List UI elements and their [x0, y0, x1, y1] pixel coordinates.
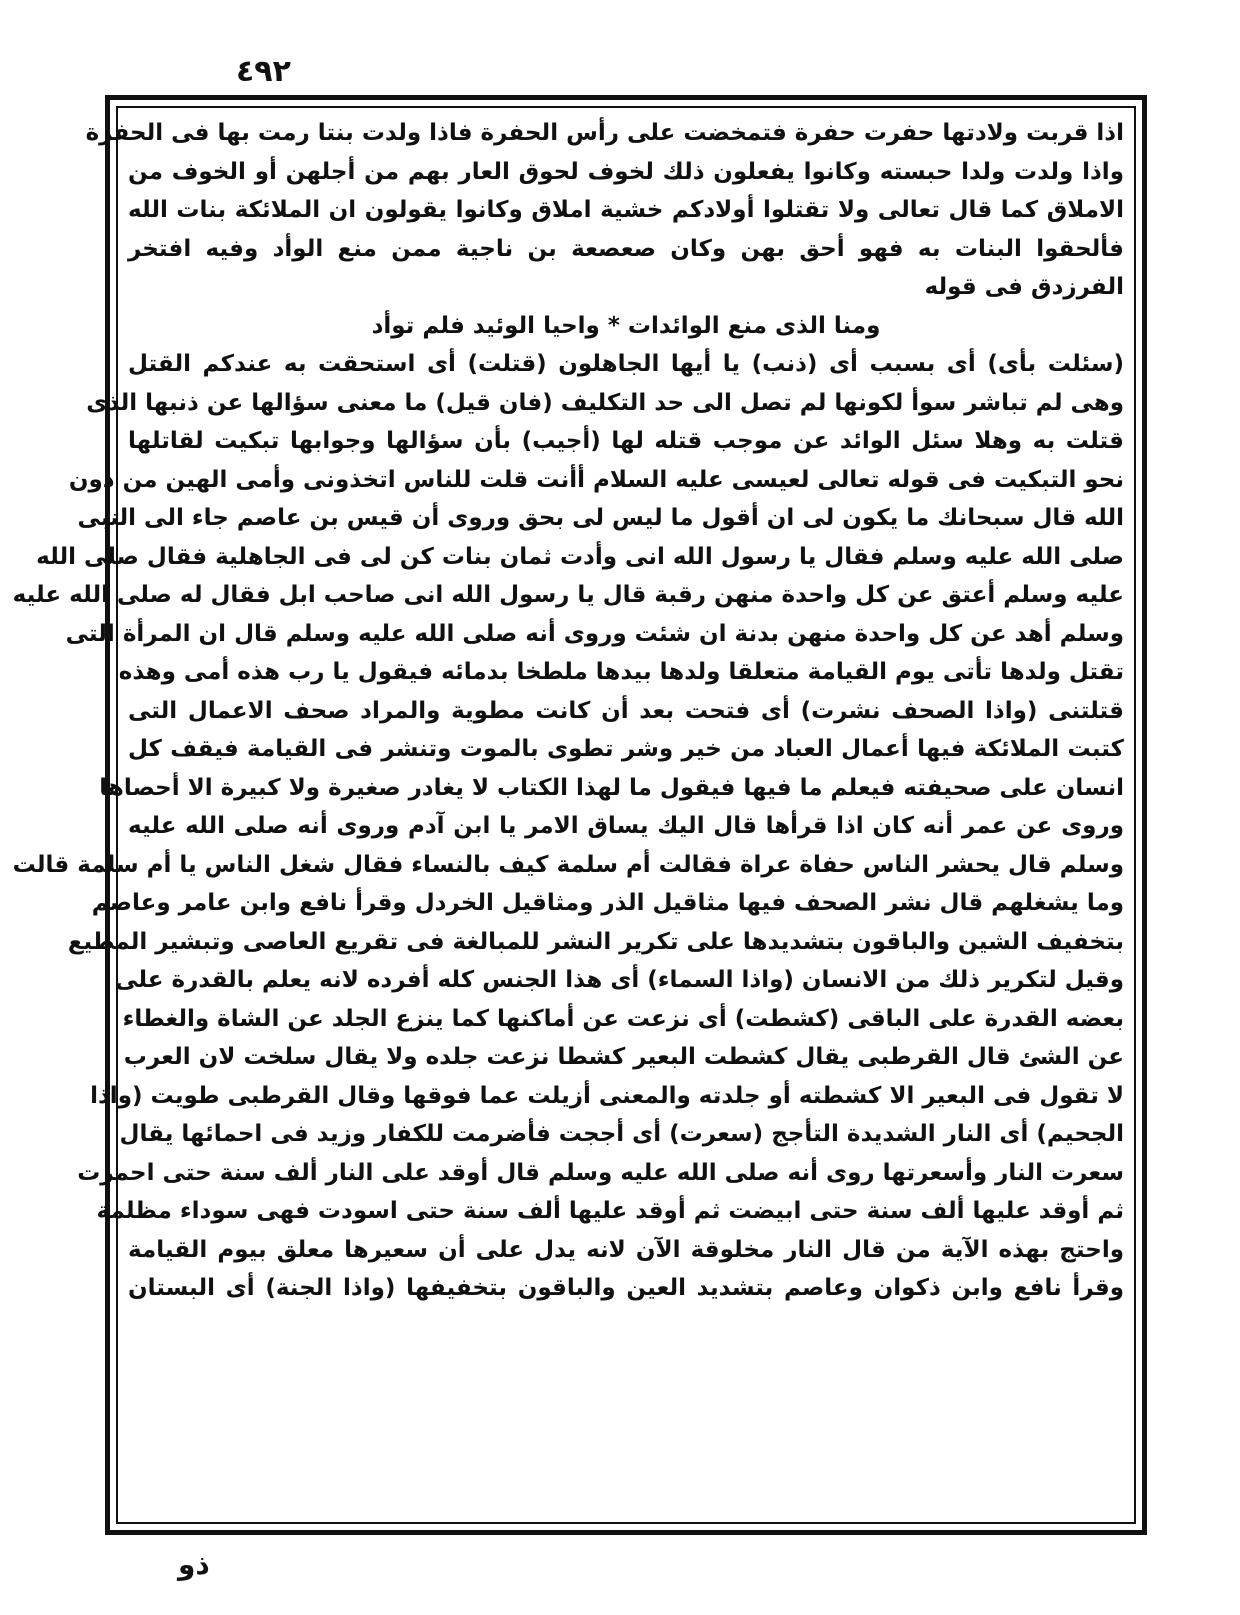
poetry-verse: ومنا الذى منع الوائدات * واحيا الوئيد فلم توأد: [371, 312, 881, 339]
text-line: قتلت به وهلا سئل الوائد عن موجب قتله لها (أجيب) بأن سؤالها وجوابها تبكيت لقاتلها: [128, 428, 1124, 454]
text-line: نحو التبكيت فى قوله تعالى لعيسى عليه السلام أأنت قلت للناس اتخذونى وأمى الهين من دون: [68, 466, 1124, 493]
text-line: الاملاق كما قال تعالى ولا تقتلوا أولادكم خشية املاق وكانوا يقولون ان الملائكة بنات الله: [128, 197, 1124, 223]
text-line: الله قال سبحانك ما يكون لى ان أقول ما ليس لى بحق وروى أن قيس بن عاصم جاء الى النبى: [77, 505, 1124, 531]
text-line: قتلتنى (واذا الصحف نشرت) أى فتحت بعد أن كانت مطوية والمراد صحف الاعمال التى: [128, 697, 1124, 724]
text-line: وقرأ نافع وابن ذكوان وعاصم بتشديد العين والباقون بتخفيفها (واذا الجنة) أى البستان: [128, 1275, 1124, 1301]
text-line: بعضه القدرة على الباقى (كشطت) أى نزعت عن أماكنها كما ينزع الجلد عن الشاة والغطاء: [122, 1005, 1124, 1032]
text-line: وقيل لتكرير ذلك من الانسان (واذا السماء) أى هذا الجنس كله أفرده لانه يعلم بالقدرة على: [115, 967, 1124, 993]
text-line: الجحيم) أى النار الشديدة التأجج (سعرت) أى أججت فأضرمت للكفار وزيد فى احمائها يقال: [119, 1121, 1124, 1147]
text-line: وسلم أهد عن كل واحدة منهن بدنة ان شئت وروى أنه صلى الله عليه وسلم قال ان المرأة التى: [65, 620, 1124, 647]
text-line: تقتل ولدها تأتى يوم القيامة متعلقا ولدها بيدها ملطخا بدمائه فيقول يا رب هذه أمى وهذه: [118, 659, 1124, 685]
text-line: عن الشئ قال القرطبى يقال كشطت البعير كشطا نزعت جلده ولا يقال سلخت لان العرب: [123, 1044, 1124, 1070]
text-line: عليه وسلم أعتق عن كل واحدة منهن رقبة قال يا رسول الله انى صاحب ابل فقال له صلى الله عليه: [12, 582, 1124, 608]
text-line: لا تقول فى البعير الا كشطته أو جلدته والمعنى أزيلت عما فوقها وقال القرطبى طويت (واذا: [90, 1082, 1124, 1109]
text-line: (سئلت بأى) أى بسبب أى (ذنب) يا أيها الجاهلون (قتلت) أى استحقت به عندكم القتل: [128, 351, 1124, 377]
text-line: وسلم قال يحشر الناس حفاة عراة فقالت أم سلمة كيف بالنساء فقال شغل الناس يا أم سلمة قالت: [12, 851, 1124, 878]
page-number: ٤٩٢: [236, 54, 291, 89]
text-line: صلى الله عليه وسلم فقال يا رسول الله انى وأدت ثمان بنات كن لى فى الجاهلية فقال صلى الله: [36, 543, 1124, 570]
text-line: وهى لم تباشر سوأ لكونها لم تصل الى حد التكليف (فان قيل) ما معنى سؤالها عن ذنبها الذى: [86, 389, 1124, 416]
text-line: اذا قربت ولادتها حفرت حفرة فتمخضت على رأس الحفرة فاذا ولدت بنتا رمت بها فى الحفرة: [85, 120, 1124, 146]
text-line: انسان على صحيفته فيعلم ما فيها فيقول ما لهذا الكتاب لا يغادر صغيرة ولا كبيرة الا أحصاها: [99, 774, 1124, 801]
text-line: فألحقوا البنات به فهو أحق بهن وكان صعصعة بن ناجية ممن منع الوأد وفيه افتخر: [128, 235, 1124, 262]
body-text: [12, 114, 1124, 1514]
text-line: واحتج بهذه الآية من قال النار مخلوقة الآن لانه يدل على أن سعيرها معلق بيوم القيامة: [128, 1236, 1124, 1263]
text-line: واذا ولدت ولدا حبسته وكانوا يفعلون ذلك لخوف لحوق العار بهم من أجلهن أو الخوف من: [128, 158, 1124, 185]
text-line: الفرزدق فى قوله: [924, 274, 1124, 300]
text-line: كتبت الملائكة فيها أعمال العباد من خير وشر تطوى بالموت وتنشر فى القيامة فيقف كل: [128, 736, 1124, 762]
text-line: وما يشغلهم قال نشر الصحف فيها مثاقيل الذر ومثاقيل الخردل وقرأ نافع وابن عامر وعاصم: [91, 890, 1124, 916]
text-line: سعرت النار وأسعرتها روى أنه صلى الله عليه وسلم قال أوقد على النار ألف سنة حتى احمرت: [77, 1159, 1124, 1186]
text-line: وروى عن عمر أنه كان اذا قرأها قال اليك يساق الامر يا ابن آدم وروى أنه صلى الله عليه: [128, 813, 1124, 839]
text-line: بتخفيف الشين والباقون بتشديدها على تكرير النشر للمبالغة فى تقريع العاصى وتبشير المطيع: [67, 928, 1124, 955]
catchword: ذو: [178, 1548, 210, 1581]
text-line: ثم أوقد عليها ألف سنة حتى ابيضت ثم أوقد عليها ألف سنة حتى اسودت فهى سوداء مظلمة: [96, 1198, 1124, 1224]
